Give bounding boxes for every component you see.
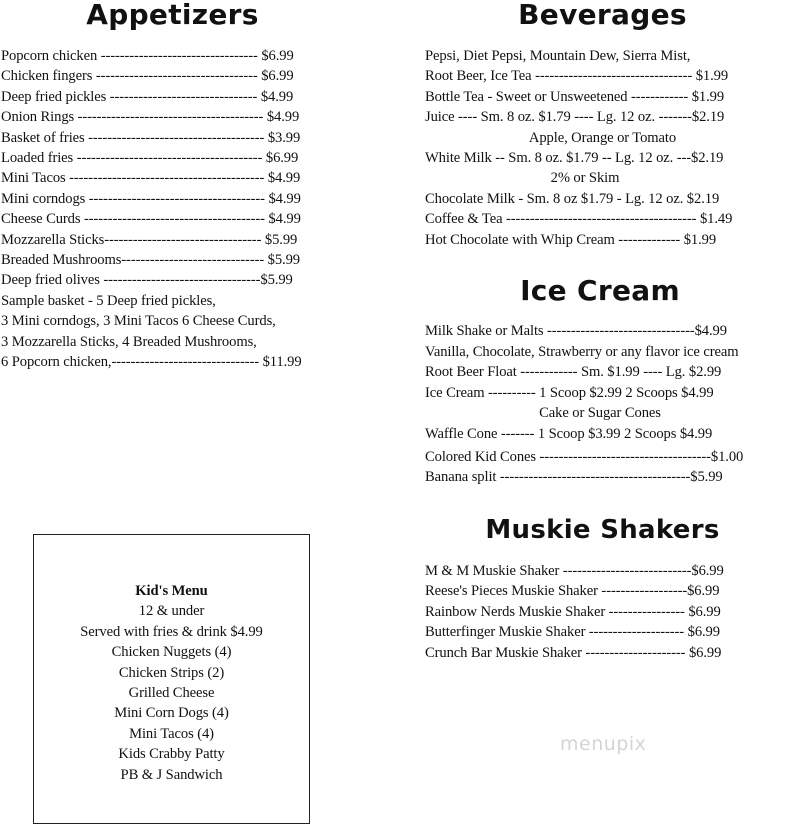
appetizer-item: Loaded fries --------------------------------------- $6.99 — [1, 150, 299, 167]
appetizer-item: Deep fried olives ---------------------------------$5.99 — [1, 272, 293, 289]
muskie-shaker-item: Rainbow Nerds Muskie Shaker ---------------- $6.99 — [425, 603, 721, 620]
beverage-item: Coffee & Tea ---------------------------------------- $1.49 — [425, 211, 733, 228]
kids-menu-age: 12 & under — [138, 603, 205, 620]
appetizer-item: Basket of fries ------------------------------------- $3.99 — [1, 129, 301, 146]
beverage-item: Root Beer, Ice Tea --------------------------------- $1.99 — [425, 68, 729, 85]
kids-menu-item: Chicken Nuggets (4) — [111, 644, 232, 661]
kids-menu-included: Served with fries & drink $4.99 — [80, 623, 263, 640]
appetizer-item: Chicken fingers ---------------------------------- $6.99 — [1, 68, 294, 85]
appetizer-item: Mozzarella Sticks--------------------------------- $5.99 — [1, 231, 298, 248]
beverage-item: White Milk -- Sm. 8 oz. $1.79 -- Lg. 12 oz. ---$2.19 — [425, 150, 724, 167]
muskie-shaker-item: Crunch Bar Muskie Shaker --------------------- $6.99 — [425, 644, 722, 661]
muskie-shakers-heading: Muskie Shakers — [485, 515, 720, 545]
kids-menu-list — [34, 581, 309, 785]
ice-cream-item: Vanilla, Chocolate, Strawberry or any flavor ice cream — [425, 343, 739, 360]
kids-menu-item: Grilled Cheese — [128, 685, 215, 702]
ice-cream-item: Root Beer Float ------------ Sm. $1.99 ---- Lg. $2.99 — [425, 364, 722, 381]
appetizer-sample-basket: 3 Mini corndogs, 3 Mini Tacos 6 Cheese Curds, — [1, 313, 276, 330]
beverage-note: 2% or Skim — [550, 170, 620, 187]
muskie-shaker-item: Butterfinger Muskie Shaker -------------------- $6.99 — [425, 624, 720, 641]
beverage-item: Pepsi, Diet Pepsi, Mountain Dew, Sierra Mist, — [425, 48, 691, 64]
ice-cream-list — [425, 321, 793, 488]
appetizer-item: Deep fried pickles ------------------------------- $4.99 — [1, 88, 294, 105]
kids-menu-item: Mini Tacos (4) — [129, 725, 214, 742]
kids-menu-title: Kid's Menu — [135, 583, 208, 599]
muskie-shaker-item: Reese's Pieces Muskie Shaker ------------------$6.99 — [425, 583, 720, 600]
kids-menu-item: PB & J Sandwich — [120, 766, 223, 783]
ice-cream-note: Cake or Sugar Cones — [539, 405, 661, 422]
beverage-item: Hot Chocolate with Whip Cream ------------- $1.99 — [425, 231, 717, 248]
ice-cream-heading: Ice Cream — [520, 274, 680, 307]
beverage-item: Bottle Tea - Sweet or Unsweetened ------------ $1.99 — [425, 88, 725, 105]
kids-menu-item: Chicken Strips (2) — [118, 664, 225, 681]
beverage-note: Apple, Orange or Tomato — [528, 129, 677, 146]
beverage-item: Chocolate Milk - Sm. 8 oz $1.79 - Lg. 12 oz. $2.19 — [425, 190, 720, 207]
kids-menu-item: Mini Corn Dogs (4) — [114, 705, 229, 722]
ice-cream-item: Waffle Cone ------- 1 Scoop $3.99 2 Scoops $4.99 — [425, 425, 713, 442]
kids-menu-item: Kids Crabby Patty — [118, 746, 225, 763]
appetizer-item: Breaded Mushrooms------------------------------ $5.99 — [1, 252, 300, 269]
ice-cream-item: Banana split ----------------------------------------$5.99 — [425, 469, 723, 486]
appetizer-item: Mini corndogs ------------------------------------- $4.99 — [1, 190, 301, 207]
appetizers-heading: Appetizers — [86, 0, 259, 31]
beverages-list — [425, 46, 780, 250]
ice-cream-item: Milk Shake or Malts -------------------------------$4.99 — [425, 323, 727, 339]
beverage-item: Juice ---- Sm. 8 oz. $1.79 ---- Lg. 12 oz. -------$2.19 — [425, 109, 725, 126]
appetizers-list — [1, 46, 361, 373]
appetizer-item: Onion Rings --------------------------------------- $4.99 — [1, 109, 300, 126]
appetizer-item: Mini Tacos ----------------------------------------- $4.99 — [1, 170, 301, 187]
appetizer-sample-basket: 6 Popcorn chicken,------------------------------- $11.99 — [1, 354, 302, 371]
ice-cream-item: Ice Cream ---------- 1 Scoop $2.99 2 Scoops $4.99 — [425, 384, 714, 401]
beverages-heading: Beverages — [518, 0, 687, 31]
muskie-shaker-item: M & M Muskie Shaker ---------------------------$6.99 — [425, 563, 724, 579]
muskie-shakers-list — [425, 561, 780, 663]
kids-menu-box — [33, 534, 310, 824]
menupix-watermark: menupix — [560, 733, 647, 755]
ice-cream-item: Colored Kid Cones ------------------------------------$1.00 — [425, 448, 744, 465]
appetizer-sample-basket: Sample basket - 5 Deep fried pickles, — [1, 292, 216, 309]
appetizer-item: Popcorn chicken --------------------------------- $6.99 — [1, 48, 294, 64]
appetizer-item: Cheese Curds -------------------------------------- $4.99 — [1, 211, 301, 228]
appetizer-sample-basket: 3 Mozzarella Sticks, 4 Breaded Mushrooms, — [1, 333, 257, 350]
